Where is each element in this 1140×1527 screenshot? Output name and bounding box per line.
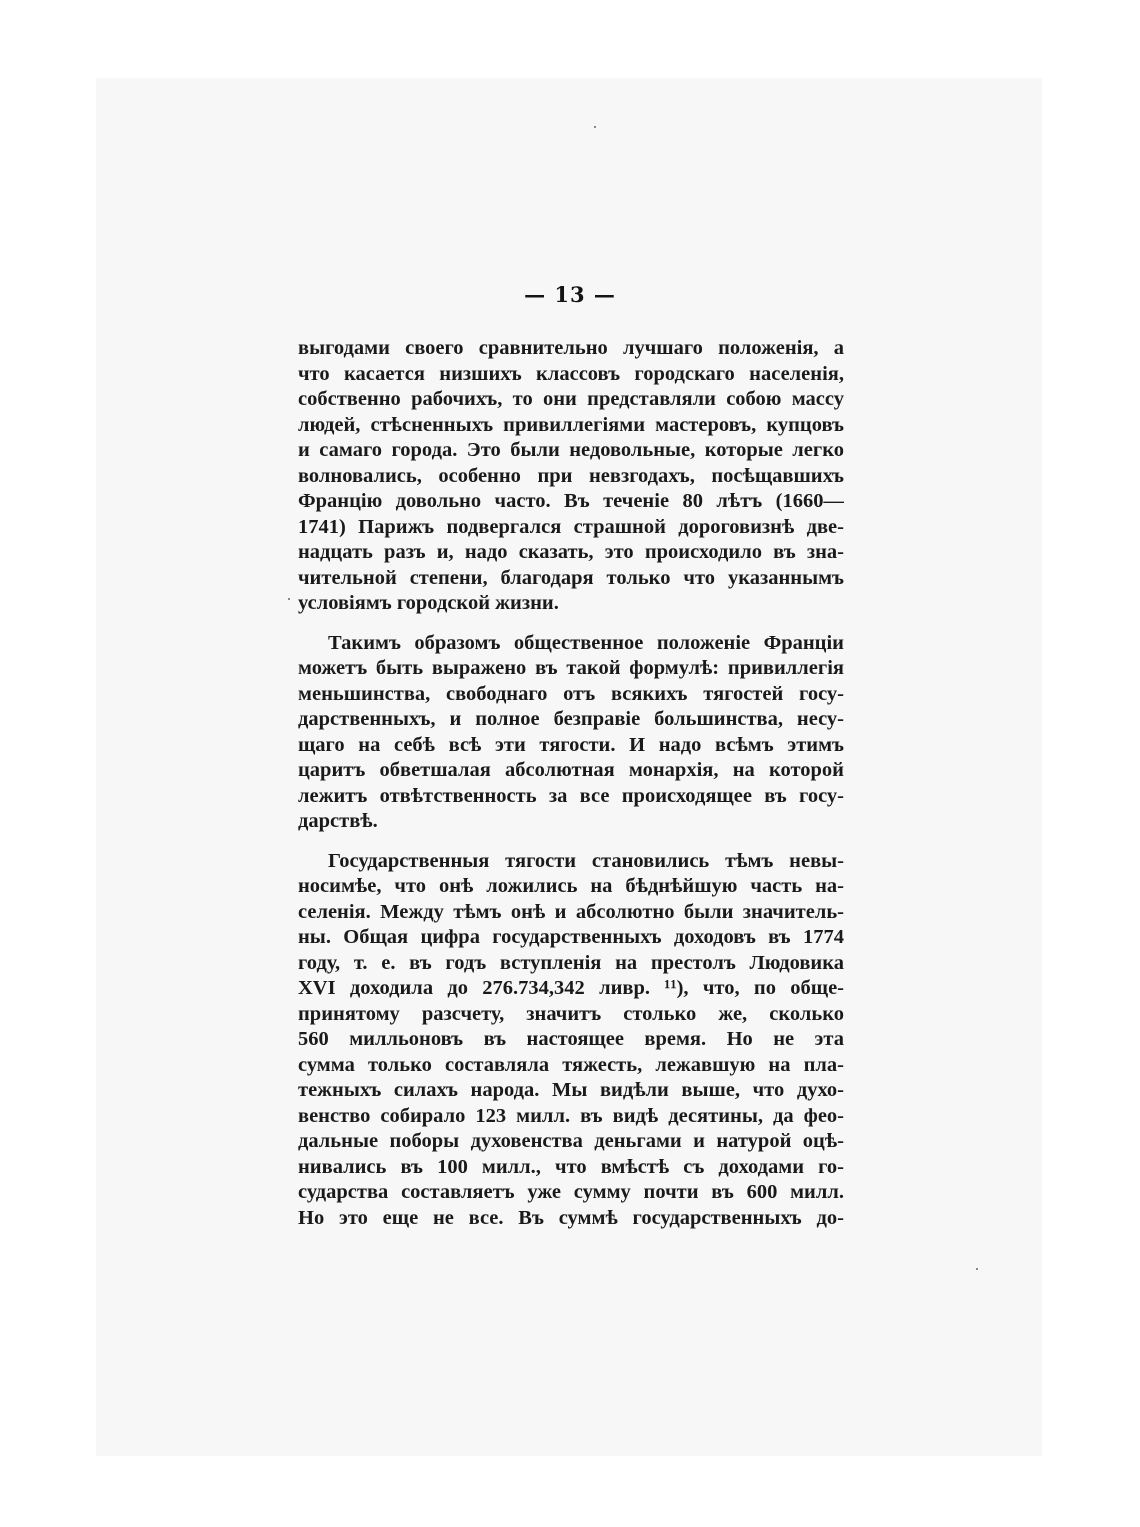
text-line: щаго на себѣ всѣ эти тягости. И надо всѣмъ этимъ: [298, 733, 844, 756]
text-line: что касается низшихъ классовъ городскаго населенія,: [298, 362, 844, 385]
text-line: людей, стѣсненныхъ привиллегіями мастеровъ, купцовъ: [298, 413, 844, 436]
text-line: году, т. е. въ годъ вступленія на престолъ Людовика: [298, 951, 844, 974]
text-line: выгодами своего сравнительно лучшаго положенія, а: [298, 337, 844, 359]
text-line: сумма только составляла тяжесть, лежавшую на пла-: [298, 1053, 844, 1076]
text-line: венство собирало 123 милл. въ видѣ десятины, да феο-: [298, 1104, 844, 1127]
print-speck-margin: [288, 598, 290, 600]
text-line: царитъ обветшалая абсолютная монархія, на которой: [298, 759, 844, 781]
page-number: — 13 —: [524, 282, 616, 307]
text-line: можетъ быть выражено въ такой формулѣ: привиллегія: [298, 657, 844, 679]
text-line: сударства составляетъ уже сумму почти въ 600 милл.: [298, 1181, 844, 1203]
text-line: дальные поборы духовенства деньгами и натурой оцѣ-: [298, 1130, 844, 1152]
text-line: носимѣе, что онѣ ложились на бѣднѣйшую часть на-: [298, 875, 844, 897]
text-line: условіямъ городской жизни.: [298, 592, 559, 614]
text-line: и самаго города. Это были недовольные, которые легко: [298, 439, 844, 461]
print-speck-top: [594, 126, 596, 128]
text-line: Государственныя тягости становились тѣмъ невы-: [328, 849, 844, 872]
text-line: лежитъ отвѣтственность за все происходящее въ госу-: [298, 784, 844, 807]
text-line: дарственныхъ, и полное безправіе большинства, несу-: [298, 708, 844, 730]
body-text: [298, 336, 844, 1231]
text-line: Но это еще не все. Въ суммѣ государственныхъ до-: [298, 1206, 844, 1229]
text-line: ны. Общая цифра государственныхъ доходовъ въ 1774: [298, 926, 844, 948]
text-line: собственно рабочихъ, то они представляли собою массу: [298, 388, 844, 410]
text-line: дарствѣ.: [298, 810, 378, 832]
text-line: 1741) Парижъ подвергался страшной дороговизнѣ две-: [298, 515, 844, 538]
text-line: Францію довольно часто. Въ теченіе 80 лѣтъ (1660—: [298, 490, 844, 512]
text-line: тежныхъ силахъ народа. Мы видѣли выше, что духо-: [298, 1079, 844, 1101]
text-line: Такимъ образомъ общественное положеніе Франціи: [328, 631, 844, 654]
text-line: меньшинства, свободнаго отъ всякихъ тягостей госу-: [298, 682, 844, 705]
paragraph-1: [298, 336, 844, 617]
text-line: нивались въ 100 милл., что вмѣстѣ съ доходами го-: [298, 1155, 844, 1178]
print-speck-right: [976, 1268, 978, 1270]
text-line: волновались, особенно при невзгодахъ, посѣщавшихъ: [298, 464, 844, 487]
text-line: принятому разсчету, значитъ столько же, сколько: [298, 1002, 844, 1025]
text-line: селенія. Между тѣмъ онѣ и абсолютно были значитель-: [298, 900, 844, 923]
text-line: чительной степени, благодаря только что указаннымъ: [298, 566, 844, 589]
text-line: 560 милльоновъ въ настоящее время. Но не эта: [298, 1028, 844, 1050]
text-line: надцать разъ и, надо сказать, это происходило въ зна-: [298, 541, 844, 563]
paragraph-3: [298, 849, 844, 1232]
text-line: XVI доходила до 276.734,342 ливр. ¹¹), что, по обще-: [298, 977, 844, 999]
paragraph-2: [298, 631, 844, 835]
